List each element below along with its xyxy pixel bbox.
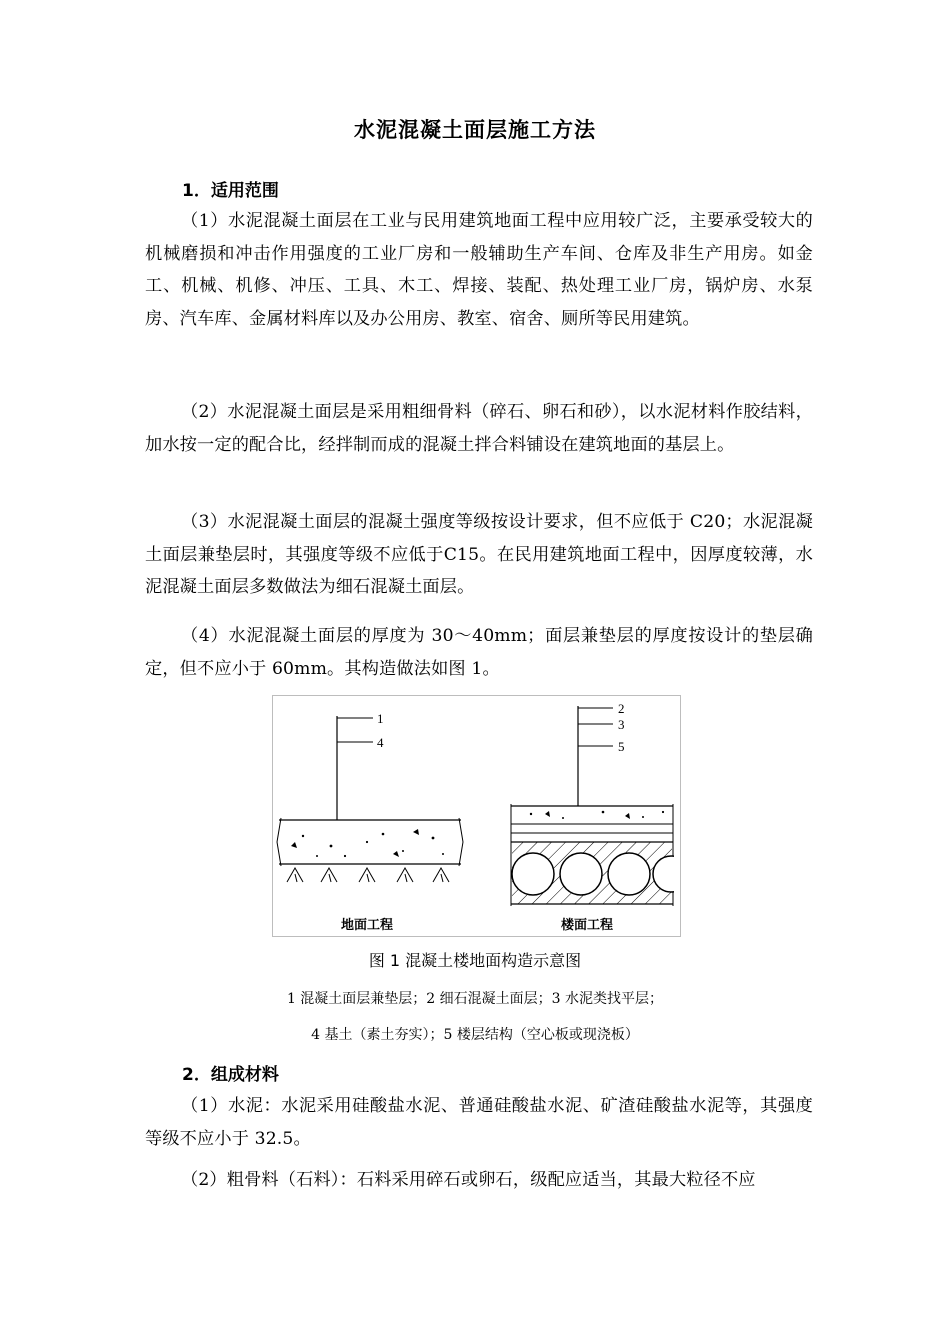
- upper-floor-section: [511, 701, 680, 911]
- figure-legend-line-2: 4 基土（素土夯实）；5 楼层结构（空心板或现浇板）: [311, 1027, 639, 1043]
- ground-floor-section: [277, 711, 463, 882]
- construction-diagram: [272, 695, 681, 937]
- marker-2: 2: [618, 701, 625, 716]
- ground-floor-label: 地面工程: [341, 918, 394, 933]
- paragraph-scope-2: （2）水泥混凝土面层是采用粗细骨料（碎石、卵石和砂），以水泥材料作胶结料，加水按一定的配合比，经拌制而成的混凝土拌合料铺设在建筑地面的基层上。: [145, 402, 813, 455]
- paragraph-materials-2: （2）粗骨料（石料）：石料采用碎石或卵石，级配应适当，其最大粒径不应: [181, 1170, 756, 1190]
- document-title: 水泥混凝土面层施工方法: [354, 117, 596, 142]
- figure-caption: 图 1 混凝土楼地面构造示意图: [368, 951, 582, 970]
- paragraph-scope-1: （1）水泥混凝土面层在工业与民用建筑地面工程中应用较广泛，主要承受较大的机械磨损和冲击作用强度的工业厂房和一般辅助生产车间、仓库及非生产用房。如金工、机械、机修、冲压、工具、木工、焊接、装配、热处理工业厂房，锅炉房、水泵房、汽车库、金属材料库以及办公用房、教室、宿舍、厕所等民用建筑。: [145, 211, 813, 329]
- section-heading-materials: 2．组成材料: [182, 1065, 279, 1085]
- upper-floor-label: 楼面工程: [561, 918, 614, 933]
- figure-legend-line-1: 1 混凝土面层兼垫层；2 细石混凝土面层；3 水泥类找平层；: [286, 991, 664, 1007]
- marker-5: 5: [618, 739, 625, 754]
- section-heading-scope: 1．适用范围: [182, 181, 279, 201]
- paragraph-scope-3: （3）水泥混凝土面层的混凝土强度等级按设计要求，但不应低于 C20；水泥混凝土面层兼垫层时，其强度等级不应低于C15。在民用建筑地面工程中，因厚度较薄，水泥混凝土面层多数做法为细石混凝土面层。: [145, 512, 813, 597]
- marker-4: 4: [377, 735, 384, 750]
- paragraph-materials-1: （1）水泥：水泥采用硅酸盐水泥、普通硅酸盐水泥、矿渣硅酸盐水泥等，其强度等级不应小于 32.5。: [145, 1096, 813, 1149]
- paragraph-scope-4: （4）水泥混凝土面层的厚度为 30～40mm；面层兼垫层的厚度按设计的垫层确定，但不应小于 60mm。其构造做法如图 1。: [145, 626, 813, 679]
- marker-3: 3: [618, 717, 625, 732]
- floor-construction-drawing: [273, 696, 680, 936]
- marker-1: 1: [377, 711, 384, 726]
